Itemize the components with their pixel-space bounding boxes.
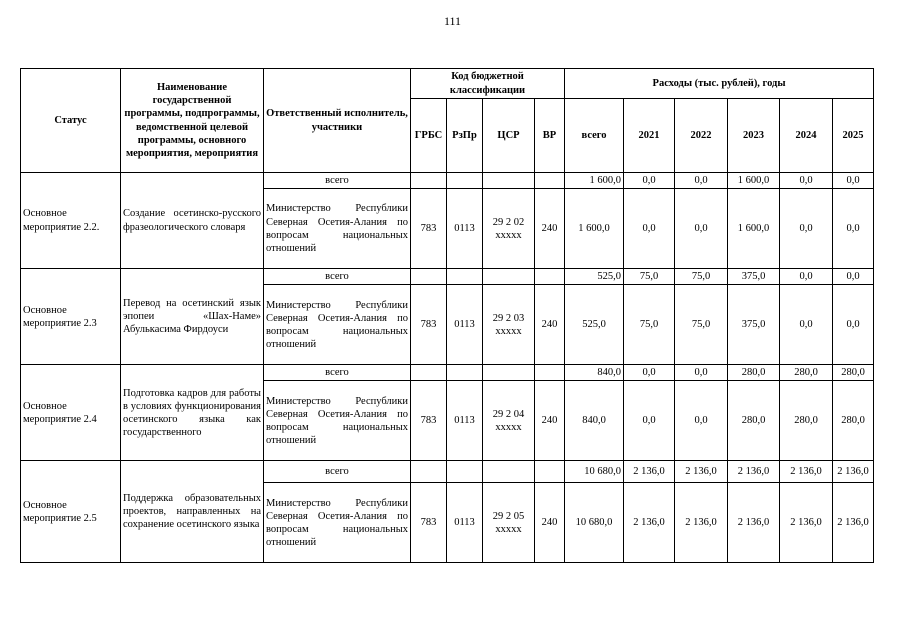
row-total-value: 375,0 (728, 269, 780, 285)
table-row-total (21, 461, 874, 483)
row-vr: 240 (535, 381, 565, 461)
row-rzpr: 0113 (447, 285, 483, 365)
row-total-label: всего (264, 173, 411, 189)
header-year-2021: 2021 (624, 99, 675, 173)
row-exec-value: 0,0 (675, 189, 728, 269)
header-code-csr: ЦСР (483, 99, 535, 173)
row-status: Основное мероприятие 2.3 (21, 269, 121, 365)
header-budget-code: Код бюджетной классификации (411, 69, 565, 99)
row-total-value: 840,0 (565, 365, 624, 381)
row-total-value: 0,0 (624, 365, 675, 381)
empty-cell (483, 461, 535, 483)
row-rzpr: 0113 (447, 189, 483, 269)
row-exec-value: 280,0 (780, 381, 833, 461)
row-name: Перевод на осетинский язык эпопеи «Шах-Наме» Абулькасима Фирдоуси (121, 269, 264, 365)
row-csr: 29 2 03 xxxxx (483, 285, 535, 365)
row-exec-value: 280,0 (728, 381, 780, 461)
row-exec-value: 1 600,0 (728, 189, 780, 269)
row-exec-value: 0,0 (624, 381, 675, 461)
empty-cell (535, 365, 565, 381)
row-total-value: 0,0 (833, 173, 874, 189)
row-status: Основное мероприятие 2.4 (21, 365, 121, 461)
row-vr: 240 (535, 189, 565, 269)
row-status: Основное мероприятие 2.2. (21, 173, 121, 269)
row-total-value: 0,0 (833, 269, 874, 285)
header-year-2025: 2025 (833, 99, 874, 173)
empty-cell (535, 461, 565, 483)
empty-cell (535, 173, 565, 189)
budget-table (20, 68, 874, 563)
row-exec-value: 75,0 (624, 285, 675, 365)
header-code-rzpr: РзПр (447, 99, 483, 173)
row-executor: Министерство Республики Северная Осетия-Алания по вопросам национальных отношений (264, 285, 411, 365)
row-exec-value: 840,0 (565, 381, 624, 461)
header-status: Статус (21, 69, 121, 173)
header-year-total: всего (565, 99, 624, 173)
row-total-value: 2 136,0 (780, 461, 833, 483)
row-exec-value: 0,0 (675, 381, 728, 461)
row-total-value: 280,0 (780, 365, 833, 381)
empty-cell (411, 173, 447, 189)
empty-cell (411, 365, 447, 381)
row-csr: 29 2 04 xxxxx (483, 381, 535, 461)
empty-cell (535, 269, 565, 285)
row-exec-value: 0,0 (780, 285, 833, 365)
row-executor: Министерство Республики Северная Осетия-Алания по вопросам национальных отношений (264, 189, 411, 269)
row-grbs: 783 (411, 189, 447, 269)
row-exec-value: 525,0 (565, 285, 624, 365)
row-rzpr: 0113 (447, 483, 483, 563)
row-total-value: 280,0 (833, 365, 874, 381)
row-grbs: 783 (411, 285, 447, 365)
row-exec-value: 375,0 (728, 285, 780, 365)
row-total-value: 10 680,0 (565, 461, 624, 483)
table-row-total (21, 365, 874, 381)
row-name: Поддержка образовательных проектов, направленных на сохранение осетинского языка (121, 461, 264, 563)
row-total-value: 1 600,0 (565, 173, 624, 189)
row-csr: 29 2 02 xxxxx (483, 189, 535, 269)
row-total-value: 75,0 (675, 269, 728, 285)
row-total-value: 2 136,0 (675, 461, 728, 483)
header-year-2022: 2022 (675, 99, 728, 173)
row-exec-value: 0,0 (833, 189, 874, 269)
row-csr: 29 2 05 xxxxx (483, 483, 535, 563)
row-exec-value: 75,0 (675, 285, 728, 365)
header-year-2023: 2023 (728, 99, 780, 173)
row-executor: Министерство Республики Северная Осетия-Алания по вопросам национальных отношений (264, 483, 411, 563)
empty-cell (483, 173, 535, 189)
row-rzpr: 0113 (447, 381, 483, 461)
row-total-value: 0,0 (780, 173, 833, 189)
header-year-2024: 2024 (780, 99, 833, 173)
row-total-value: 2 136,0 (728, 461, 780, 483)
empty-cell (411, 461, 447, 483)
row-name: Создание осетинско-русского фразеологического словаря (121, 173, 264, 269)
row-exec-value: 2 136,0 (624, 483, 675, 563)
header-expenses: Расходы (тыс. рублей), годы (565, 69, 874, 99)
header-code-grbs: ГРБС (411, 99, 447, 173)
row-total-value: 0,0 (780, 269, 833, 285)
empty-cell (447, 173, 483, 189)
row-vr: 240 (535, 285, 565, 365)
row-exec-value: 0,0 (833, 285, 874, 365)
row-vr: 240 (535, 483, 565, 563)
row-total-value: 75,0 (624, 269, 675, 285)
row-total-value: 0,0 (675, 173, 728, 189)
table-row-total (21, 173, 874, 189)
row-total-value: 2 136,0 (833, 461, 874, 483)
page-number: 111 (443, 14, 462, 28)
row-name: Подготовка кадров для работы в условиях функционирования осетинского языка как государственного (121, 365, 264, 461)
empty-cell (483, 365, 535, 381)
row-total-value: 0,0 (624, 173, 675, 189)
empty-cell (411, 269, 447, 285)
row-exec-value: 0,0 (624, 189, 675, 269)
row-total-label: всего (264, 365, 411, 381)
row-exec-value: 280,0 (833, 381, 874, 461)
header-code-vr: ВР (535, 99, 565, 173)
row-total-label: всего (264, 269, 411, 285)
empty-cell (483, 269, 535, 285)
row-status: Основное мероприятие 2.5 (21, 461, 121, 563)
header-executor: Ответственный исполнитель, участники (264, 69, 411, 173)
row-total-value: 525,0 (565, 269, 624, 285)
row-grbs: 783 (411, 381, 447, 461)
table-row-total (21, 269, 874, 285)
row-total-label: всего (264, 461, 411, 483)
row-exec-value: 2 136,0 (780, 483, 833, 563)
row-total-value: 1 600,0 (728, 173, 780, 189)
empty-cell (447, 269, 483, 285)
row-exec-value: 2 136,0 (675, 483, 728, 563)
row-executor: Министерство Республики Северная Осетия-Алания по вопросам национальных отношений (264, 381, 411, 461)
row-exec-value: 10 680,0 (565, 483, 624, 563)
row-exec-value: 2 136,0 (833, 483, 874, 563)
empty-cell (447, 365, 483, 381)
row-exec-value: 1 600,0 (565, 189, 624, 269)
empty-cell (447, 461, 483, 483)
row-total-value: 280,0 (728, 365, 780, 381)
row-grbs: 783 (411, 483, 447, 563)
row-exec-value: 2 136,0 (728, 483, 780, 563)
row-total-value: 2 136,0 (624, 461, 675, 483)
row-total-value: 0,0 (675, 365, 728, 381)
row-exec-value: 0,0 (780, 189, 833, 269)
header-name: Наименование государственной программы, подпрограммы, ведомственной целевой программы, основного мероприятия, мероприятия (121, 69, 264, 173)
